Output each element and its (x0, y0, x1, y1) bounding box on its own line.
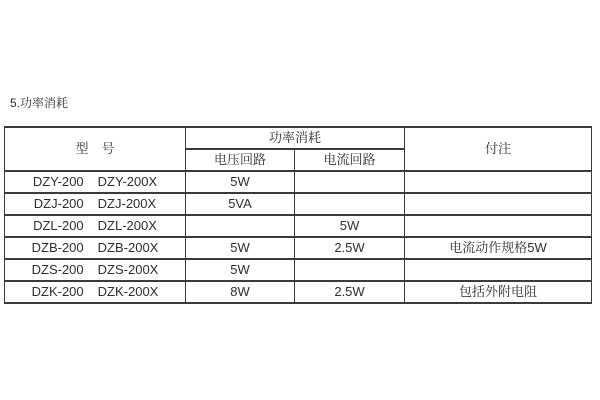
model-cell (5, 215, 186, 237)
current-value (295, 259, 405, 281)
table-row (5, 215, 592, 237)
model-name: DZS-200 (31, 262, 84, 277)
current-value: 2.5W (295, 237, 405, 259)
header-row-1 (5, 127, 592, 149)
model-name-x: DZL-200X (97, 218, 157, 233)
table-row (5, 237, 592, 259)
model-name-x: DZS-200X (97, 262, 159, 277)
current-value: 2.5W (295, 281, 405, 303)
voltage-value: 5W (186, 237, 295, 259)
voltage-value: 5VA (186, 193, 295, 215)
notes-column-header: 付注 (405, 127, 592, 171)
voltage-value: 8W (186, 281, 295, 303)
model-cell (5, 281, 186, 303)
table-row (5, 281, 592, 303)
model-name-x: DZB-200X (97, 240, 159, 255)
table-row (5, 193, 592, 215)
note-value (405, 259, 592, 281)
voltage-value (186, 215, 295, 237)
power-group-header: 功率消耗 (186, 127, 405, 149)
model-name: DZY-200 (32, 174, 84, 189)
model-name: DZJ-200 (33, 196, 84, 211)
model-name-x: DZY-200X (97, 174, 158, 189)
current-circuit-header: 电流回路 (295, 149, 405, 171)
voltage-value: 5W (186, 171, 295, 193)
model-name: DZK-200 (31, 284, 84, 299)
current-value (295, 193, 405, 215)
model-cell (5, 259, 186, 281)
current-value (295, 171, 405, 193)
model-name: DZB-200 (31, 240, 84, 255)
section-title: 5.功率消耗 (10, 96, 69, 110)
voltage-circuit-header: 电压回路 (186, 149, 295, 171)
power-consumption-table (4, 126, 592, 304)
table-row (5, 171, 592, 193)
model-cell (5, 193, 186, 215)
model-cell (5, 237, 186, 259)
note-value (405, 171, 592, 193)
model-name: DZL-200 (33, 218, 84, 233)
model-name-x: DZK-200X (97, 284, 159, 299)
table-row (5, 259, 592, 281)
note-value (405, 215, 592, 237)
model-cell (5, 171, 186, 193)
voltage-value: 5W (186, 259, 295, 281)
model-name-x: DZJ-200X (97, 196, 157, 211)
current-value: 5W (295, 215, 405, 237)
note-value (405, 193, 592, 215)
note-value: 包括外附电阻 (405, 281, 592, 303)
note-value: 电流动作规格5W (405, 237, 592, 259)
model-column-header: 型 号 (5, 127, 186, 171)
